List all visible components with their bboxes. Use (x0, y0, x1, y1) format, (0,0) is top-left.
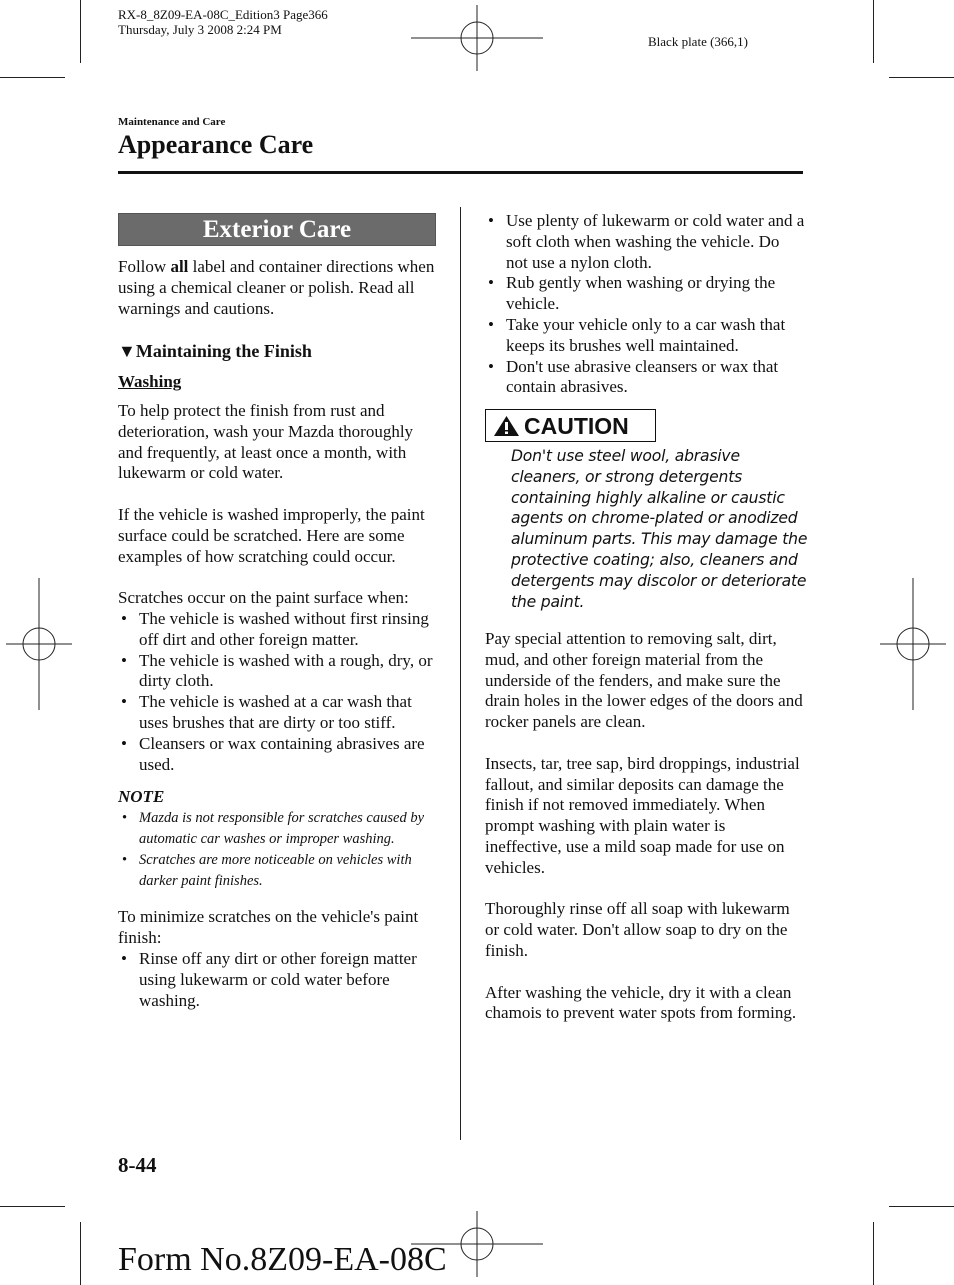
print-metadata (118, 7, 328, 37)
caution-label-box (485, 409, 656, 442)
registration-mark-top-icon (411, 5, 543, 71)
minimize-scratches-list (118, 949, 438, 1011)
list-item: • Mazda is not responsible for scratches caused by automatic car washes or improper washing. (118, 808, 438, 850)
left-paragraph-4: To minimize scratches on the vehicle's paint finish: (118, 907, 419, 948)
list-item: • The vehicle is washed at a car wash that uses brushes that are dirty or too stiff. (118, 692, 438, 734)
list-item: • Scratches are more noticeable on vehicles with darker paint finishes. (118, 850, 438, 892)
washing-heading: Washing (118, 372, 182, 392)
print-file-line: RX-8_8Z09-EA-08C_Edition3 Page366 (118, 7, 328, 22)
right-paragraph-1: Pay special attention to removing salt, dirt, mud, and other foreign material from the underside of the fenders, and make sure the drain holes in the lower edges of the doors and rocker panels are clean. (485, 629, 803, 732)
page-number: 8-44 (118, 1153, 157, 1177)
list-item: • Rinse off any dirt or other foreign matter using lukewarm or cold water before washing. (118, 949, 438, 1011)
right-column-bottom (485, 629, 805, 1024)
list-item: • Cleansers or wax containing abrasives are used. (118, 734, 438, 776)
form-number: Form No.8Z09-EA-08C (118, 1241, 447, 1278)
registration-mark-right-icon (880, 578, 946, 710)
washing-tips-list (485, 211, 805, 398)
right-paragraph-2: Insects, tar, tree sap, bird droppings, industrial fallout, and similar deposits can damage the finish if not removed immediately. When prompt washing with plain water is ineffective, use a mild soap made for use on vehicles. (485, 753, 800, 877)
caution-text: Don't use steel wool, abrasive cleaners, or strong detergents containing highly alkaline or caustic agents on chrome-plated or anodized aluminum parts. This may damage the protective coating; also, cleaners and detergents may discolor or deteriorate the paint. (511, 447, 808, 611)
column-divider (460, 207, 461, 1140)
warning-triangle-icon (493, 415, 520, 437)
title-rule (118, 171, 803, 174)
list-item: • The vehicle is washed with a rough, dry, or dirty cloth. (118, 651, 438, 693)
right-paragraph-4: After washing the vehicle, dry it with a clean chamois to prevent water spots from forming. (485, 982, 797, 1023)
triangle-down-icon: ▼ (118, 341, 136, 362)
page-title: Appearance Care (118, 130, 314, 159)
left-paragraph-1: To help protect the finish from rust and deterioration, wash your Mazda thoroughly and frequently, at least once a month, with lukewarm or cold water. (118, 400, 414, 483)
list-item: • Use plenty of lukewarm or cold water and a soft cloth when washing the vehicle. Do not use a nylon cloth. (485, 211, 805, 273)
caution-label: CAUTION (524, 413, 629, 439)
list-item: • The vehicle is washed without first rinsing off dirt and other foreign matter. (118, 609, 438, 651)
list-item: • Take your vehicle only to a car wash that keeps its brushes well maintained. (485, 315, 805, 357)
maintaining-finish-heading: ▼Maintaining the Finish (118, 341, 312, 362)
list-item: • Rub gently when washing or drying the vehicle. (485, 273, 805, 315)
intro-paragraph: Follow all label and container directions when using a chemical cleaner or polish. Read all warnings and cautions. (118, 257, 435, 318)
registration-mark-left-icon (6, 578, 72, 710)
plate-label: Black plate (366,1) (648, 34, 748, 49)
left-paragraph-3: Scratches occur on the paint surface when: (118, 588, 409, 608)
note-list (118, 808, 438, 891)
right-column-top (485, 211, 805, 398)
left-paragraph-2: If the vehicle is washed improperly, the paint surface could be scratched. Here are some examples of how scratching could occur. (118, 504, 425, 566)
section-label: Maintenance and Care (118, 116, 226, 128)
note-heading: NOTE (118, 787, 165, 807)
right-paragraph-3: Thoroughly rinse off all soap with lukewarm or cold water. Don't allow soap to dry on the finish. (485, 899, 790, 960)
left-column (118, 257, 438, 1011)
list-item: • Don't use abrasive cleansers or wax that contain abrasives. (485, 357, 805, 399)
scratch-causes-list (118, 609, 438, 775)
exterior-care-banner: Exterior Care (118, 213, 436, 246)
print-date-line: Thursday, July 3 2008 2:24 PM (118, 22, 282, 37)
